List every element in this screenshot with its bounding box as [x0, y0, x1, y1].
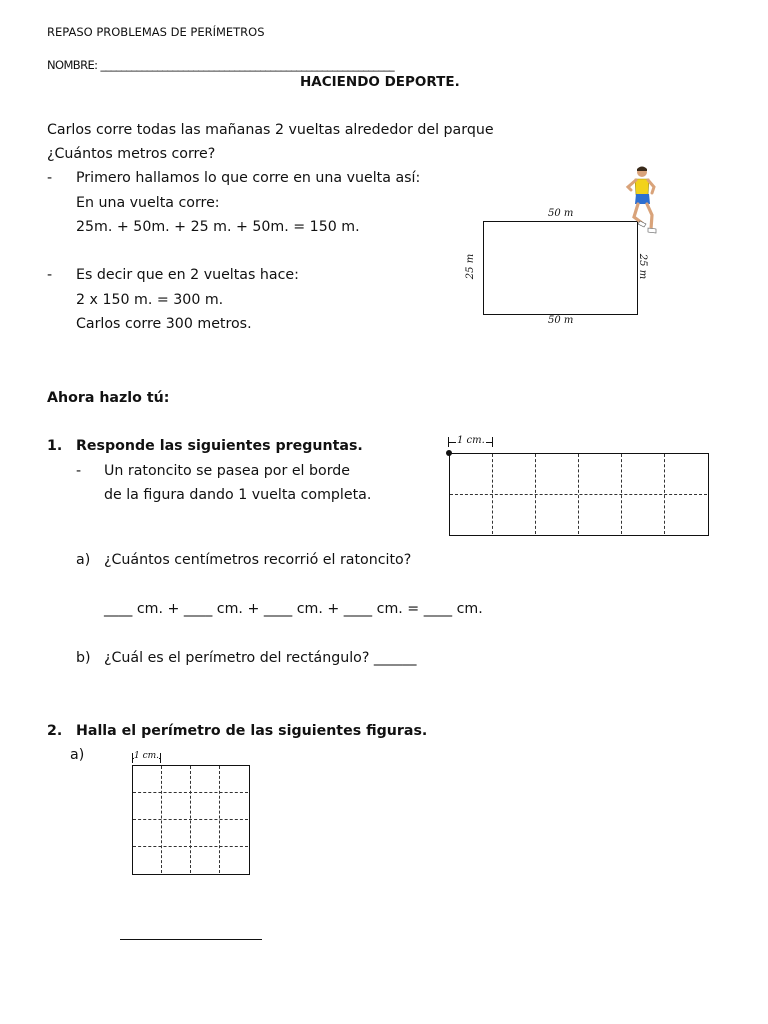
q1-title: Responde las siguientes preguntas. [76, 438, 363, 454]
q1-text-line-2: de la figura dando 1 vuelta completa. [104, 487, 372, 503]
q1-a-label: a) [76, 552, 91, 568]
q2-scale-label: 1 cm. [134, 751, 160, 761]
example-line-1: Carlos corre todas las mañanas 2 vueltas alrededor del parque [47, 122, 494, 138]
q2-a-answer-line[interactable] [120, 939, 262, 940]
worksheet-title: REPASO PROBLEMAS DE PERÍMETROS [47, 25, 265, 39]
name-field-label: NOMBRE: _________________________________________________________ [47, 58, 395, 72]
bullet-dash: - [47, 267, 53, 283]
q2-title: Halla el perímetro de las siguientes figuras. [76, 723, 428, 739]
q1-text-line-1: Un ratoncito se pasea por el borde [104, 463, 351, 479]
park-rectangle [483, 221, 638, 315]
example-step-1: Primero hallamos lo que corre en una vuelta así: [76, 170, 421, 186]
q2-scale-marker [132, 752, 161, 764]
example-line-2: ¿Cuántos metros corre? [47, 146, 216, 162]
example-step-1-sub: En una vuelta corre: [76, 195, 220, 211]
park-right-label: 25 m [637, 253, 649, 280]
example-step-1-calc: 25m. + 50m. + 25 m. + 50m. = 150 m. [76, 219, 360, 235]
q1-number: 1. [47, 438, 63, 454]
q2-a-label: a) [70, 747, 85, 763]
q1-b-question: ¿Cuál es el perímetro del rectángulo? ______ [104, 650, 417, 666]
section-title: HACIENDO DEPORTE. [300, 74, 460, 90]
q1-scale-label: 1 cm. [457, 435, 485, 446]
example-step-2: Es decir que en 2 vueltas hace: [76, 267, 299, 283]
q1-grid [449, 453, 709, 536]
q2-grid [132, 765, 250, 875]
q1-a-answer-blanks: ____ cm. + ____ cm. + ____ cm. + ____ cm. = ____ cm. [104, 601, 483, 617]
example-step-2-calc: 2 x 150 m. = 300 m. [76, 292, 224, 308]
bullet-dash: - [47, 170, 53, 186]
practice-heading: Ahora hazlo tú: [47, 390, 170, 406]
park-top-label: 50 m [548, 208, 574, 219]
mouse-start-dot [446, 450, 452, 456]
park-bottom-label: 50 m [548, 315, 574, 326]
park-left-label: 25 m [465, 253, 477, 280]
q2-number: 2. [47, 723, 63, 739]
q1-b-label: b) [76, 650, 91, 666]
bullet-dash: - [76, 463, 82, 479]
runner-icon [622, 163, 666, 239]
example-step-2-result: Carlos corre 300 metros. [76, 316, 252, 332]
q1-scale-marker [448, 436, 493, 448]
q1-a-question: ¿Cuántos centímetros recorrió el ratoncito? [104, 552, 412, 568]
